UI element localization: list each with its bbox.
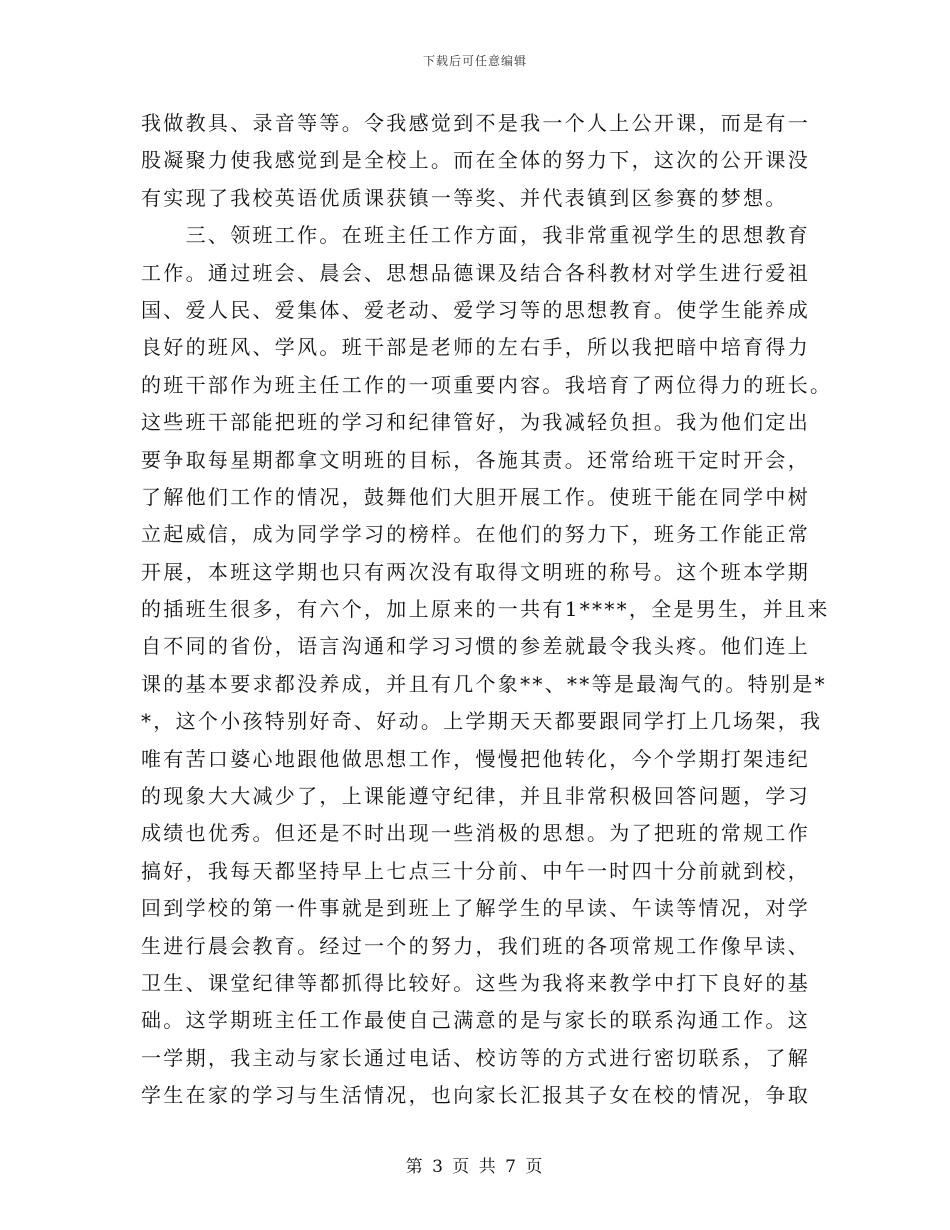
text-line: 这些班干部能把班的学习和纪律管好，为我减轻负担。我为他们定出 <box>141 410 810 435</box>
text-line: 开展，本班这学期也只有两次没有取得文明班的称号。这个班本学期 <box>141 559 810 584</box>
text-line: 工作。通过班会、晨会、思想品德课及结合各科教材对学生进行爱祖 <box>141 260 810 285</box>
document-body <box>141 105 833 1115</box>
text-line: 我做教具、录音等等。令我感觉到不是我一个人上公开课，而是有一 <box>141 111 810 135</box>
page-header: 下载后可任意编辑 <box>422 54 527 68</box>
text-line: 的现象大大减少了，上课能遵守纪律，并且非常积极回答问题，学习 <box>141 784 810 809</box>
page-number-footer: 第 3 页 共 7 页 <box>405 1157 545 1177</box>
text-line: 成绩也优秀。但还是不时出现一些消极的思想。为了把班的常规工作 <box>141 821 810 846</box>
text-line: 自不同的省份，语言沟通和学习习惯的参差就最令我头疼。他们连上 <box>141 634 810 659</box>
text-line: 卫生、课堂纪律等都抓得比较好。这些为我将来教学中打下良好的基 <box>141 970 810 995</box>
text-line: 了解他们工作的情况，鼓舞他们大胆开展工作。使班干能在同学中树 <box>141 484 810 509</box>
text-line: 唯有苦口婆心地跟他做思想工作，慢慢把他转化，今个学期打架违纪 <box>141 746 810 771</box>
text-line: 回到学校的第一件事就是到班上了解学生的早读、午读等情况，对学 <box>141 896 810 921</box>
text-line: 一学期，我主动与家长通过电话、校访等的方式进行密切联系，了解 <box>141 1045 810 1070</box>
text-line: 的班干部作为班主任工作的一项重要内容。我培育了两位得力的班长。 <box>141 372 833 397</box>
text-line: 三、领班工作。在班主任工作方面，我非常重视学生的思想教育 <box>141 223 810 248</box>
text-line: 的插班生很多，有六个，加上原来的一共有1****，全是男生，并且来 <box>141 597 830 622</box>
text-line: 股凝聚力使我感觉到是全校上。而在全体的努力下，这次的公开课没 <box>141 148 810 173</box>
text-line: 有实现了我校英语优质课获镇一等奖、并代表镇到区参赛的梦想。 <box>141 185 788 210</box>
text-line: 立起威信，成为同学学习的榜样。在他们的努力下，班务工作能正常 <box>141 522 810 547</box>
text-line: 要争取每星期都拿文明班的目标，各施其责。还常给班干定时开会， <box>141 447 810 472</box>
text-line: 课的基本要求都没养成，并且有几个象**、**等是最淘气的。特别是* <box>141 671 827 696</box>
text-line: 学生在家的学习与生活情况，也向家长汇报其子女在校的情况，争取 <box>141 1083 810 1108</box>
text-line: 生进行晨会教育。经过一个的努力，我们班的各项常规工作像早读、 <box>141 933 810 958</box>
text-line: 搞好，我每天都坚持早上七点三十分前、中午一时四十分前就到校， <box>141 858 810 883</box>
text-line: *，这个小孩特别好奇、好动。上学期天天都要跟同学打上几场架，我 <box>141 709 823 734</box>
text-line: 国、爱人民、爱集体、爱老动、爱学习等的思想教育。使学生能养成 <box>141 297 810 322</box>
text-line: 础。这学期班主任工作最使自己满意的是与家长的联系沟通工作。这 <box>141 1008 810 1033</box>
text-line: 良好的班风、学风。班干部是老师的左右手，所以我把暗中培育得力 <box>141 335 810 360</box>
